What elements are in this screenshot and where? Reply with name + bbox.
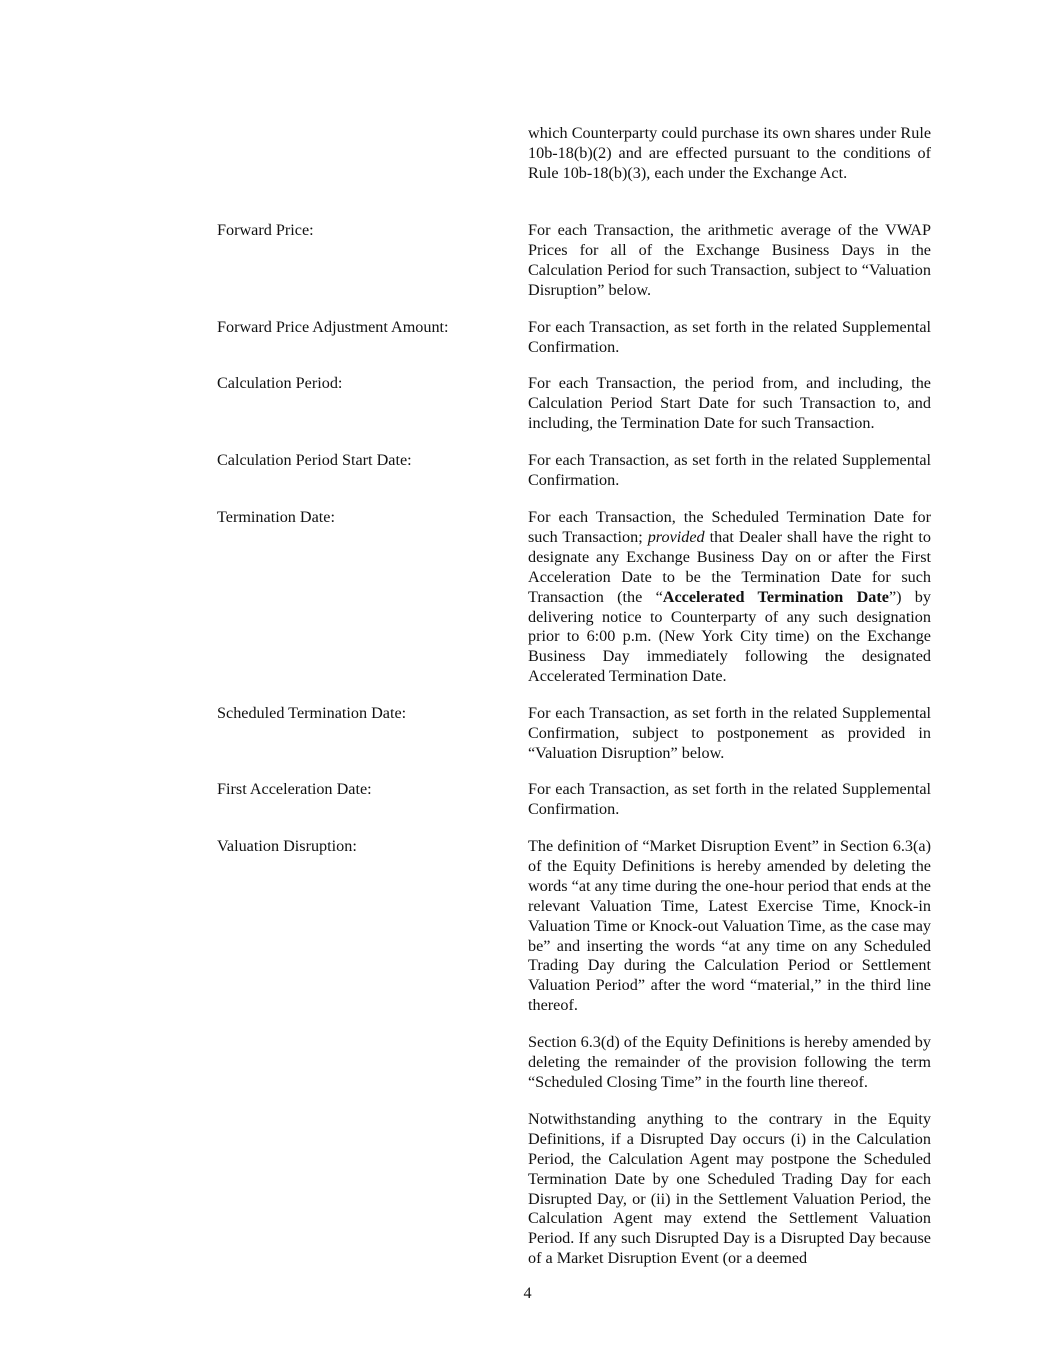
term-label: Forward Price Adjustment Amount: — [217, 318, 449, 336]
provided-emphasis: provided — [647, 527, 705, 546]
term-definition — [528, 318, 931, 358]
term-definition — [528, 837, 931, 1269]
term-definition-text: For each Transaction, the period from, and including, the Calculation Period Start Date for such Transaction to, and including, the Termination Date for such Transaction. — [528, 374, 931, 432]
term-label: Scheduled Termination Date: — [217, 704, 407, 722]
definition-text-part: that Dealer shall have the right to designate any Exchange Business Day on or after the First Acceleration Date to be the Termination Date for such Transaction (the “ — [528, 527, 931, 606]
continued-paragraph: which Counterparty could purchase its own shares under Rule 10b-18(b)(2) and are effected pursuant to the conditions of Rule 10b-18(b)(3), each under the Exchange Act. — [528, 124, 931, 182]
term-label: Forward Price: — [217, 221, 314, 239]
term-label: Calculation Period Start Date: — [217, 451, 412, 469]
term-paragraph: The definition of “Market Disruption Event” in Section 6.3(a) of the Equity Definitions is hereby amended by deleting the words “at any time during the one-hour period that ends at the relevant Valuation Time, Latest Exercise Time, Knock-in Valuation Time or Knock-out Valuation Time, as the case may be” and inserting the words “at any time on any Scheduled Trading Day during the Calculation Period or Settlement Valuation Period” after the word “material,” in the third line thereof. — [528, 837, 931, 1015]
defined-term: Accelerated Termination Date — [662, 587, 889, 606]
term-label: Termination Date: — [217, 508, 335, 526]
term-definition-text — [528, 508, 931, 687]
definition-text-part: ”) by delivering notice to Counterparty of any such designation prior to 6:00 p.m. (New York City time) on the Exchange Business Day immediately following the designated Accelerated Termination Date. — [528, 587, 931, 686]
term-definition — [528, 508, 931, 687]
term-label: First Acceleration Date: — [217, 780, 372, 798]
term-definition — [528, 221, 931, 301]
term-definition-text: For each Transaction, the arithmetic average of the VWAP Prices for all of the Exchange Business Days in the Calculation Period for such Transaction, subject to “Valuation Disruption” below. — [528, 221, 931, 299]
term-definition-text: For each Transaction, as set forth in the related Supplemental Confirmation. — [528, 780, 931, 818]
term-paragraph: Notwithstanding anything to the contrary in the Equity Definitions, if a Disrupted Day occurs (i) in the Calculation Period, the Calculation Agent may postpone the Scheduled Termination Date by one Scheduled Trading Day for each Disrupted Day, or (ii) in the Settlement Valuation Period, the Calculation Agent may extend the Settlement Valuation Period. If any such Disrupted Day is a Disrupted Day because of a Market Disruption Event (or a deemed — [528, 1109, 931, 1268]
term-definition — [528, 451, 931, 491]
term-label: Valuation Disruption: — [217, 837, 357, 855]
term-definition — [528, 374, 931, 434]
definition-text-part: For each Transaction, the Scheduled Termination Date for such Transaction; — [528, 508, 931, 546]
term-label: Calculation Period: — [217, 374, 343, 392]
term-definition-text: For each Transaction, as set forth in the related Supplemental Confirmation. — [528, 451, 931, 489]
page-number: 4 — [523, 1284, 532, 1302]
term-paragraph: Section 6.3(d) of the Equity Definitions is hereby amended by deleting the remainder of the provision following the term “Scheduled Closing Time” in the fourth line thereof. — [528, 1033, 931, 1091]
term-definition — [528, 780, 931, 820]
term-definition-text: For each Transaction, as set forth in the related Supplemental Confirmation. — [528, 318, 931, 356]
term-definition — [528, 704, 931, 764]
term-definition-text: For each Transaction, as set forth in the related Supplemental Confirmation, subject to postponement as provided in “Valuation Disruption” below. — [528, 704, 931, 762]
